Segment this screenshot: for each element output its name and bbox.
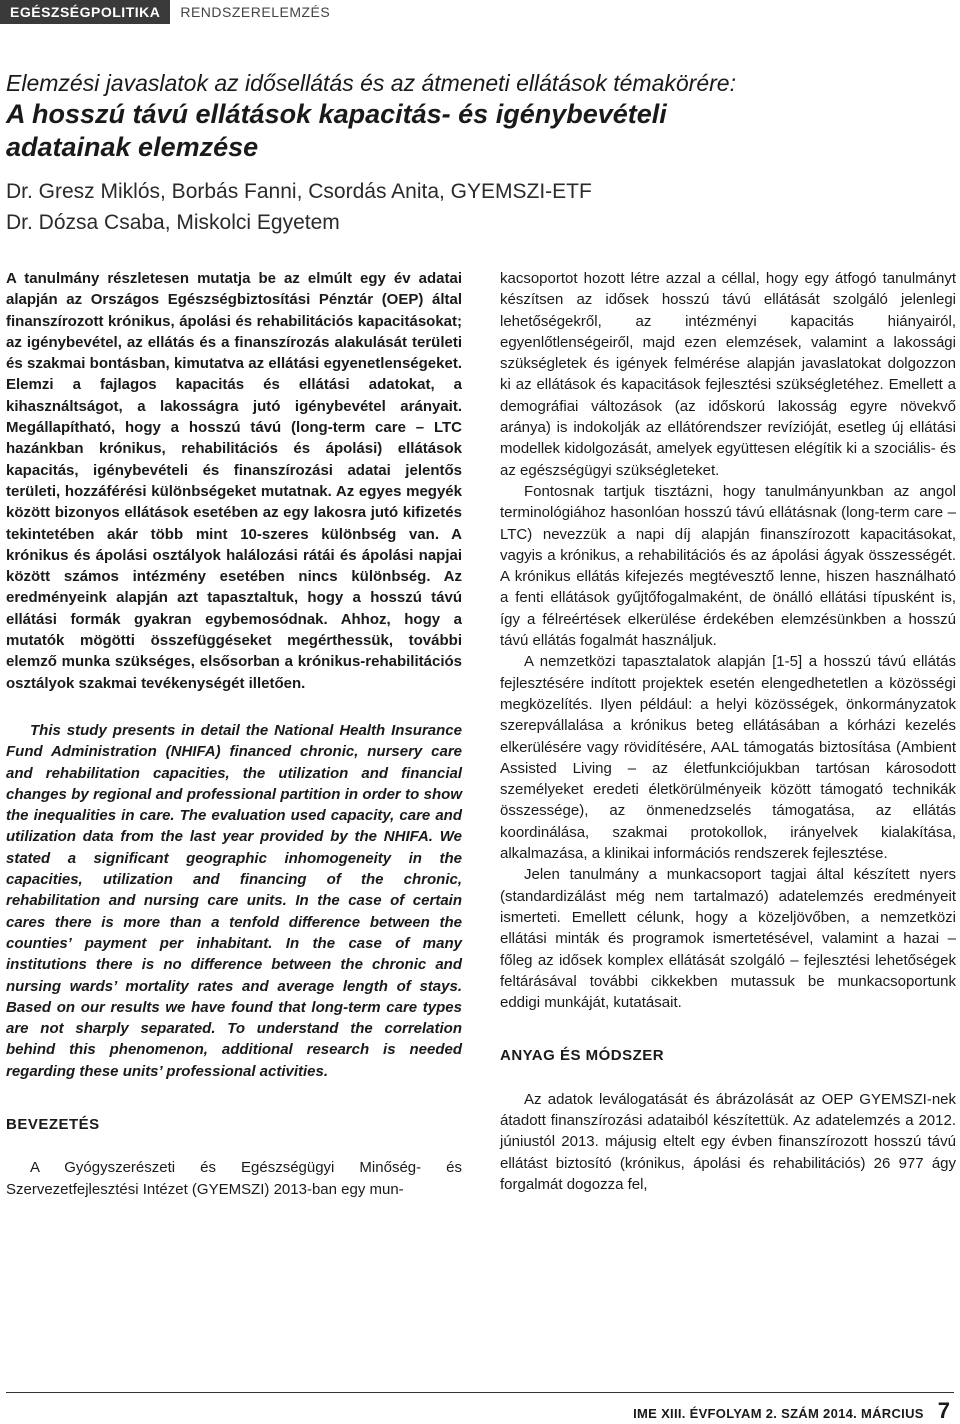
article-title-line1: A hosszú távú ellátások kapacitás- és igénybevételi (6, 99, 667, 129)
page-footer (633, 1398, 950, 1424)
intro-paragraph: A Gyógyszerészeti és Egészségügyi Minőség- és Szervezetfejlesztési Intézet (GYEMSZI) 2013-ban egy mun- (6, 1159, 462, 1198)
tab-egeszsegpolitika: EGÉSZSÉGPOLITIKA (0, 0, 170, 24)
article-header (6, 68, 946, 238)
section-heading-bevezetes: BEVEZETÉS (6, 1115, 100, 1133)
author-line-1: Dr. Gresz Miklós, Borbás Fanni, Csordás Anita, GYEMSZI-ETF (6, 180, 592, 203)
right-column (500, 268, 956, 1195)
left-column (6, 268, 462, 1200)
paragraph-terminology: Fontosnak tartjuk tisztázni, hogy tanulmányunkban az angol terminológiához hasonlóan hosszú távú ellátásnak (long-term care – LTC) nevezzük a napi díj alapján finanszírozott kapacitásokat, vagyis a krónikus, a rehabilitációs és az ápolási ágyak összességét. A krónikus ellátás kifejezés megtévesztő lenne, hiszen használható a fenti ellátások gyűjtőfogalmaként, de önálló ellátási típusként is, így a félreértések elkerülése érdekében elemzésünkben a hosszú távú ellátás fogalmát használjuk. (500, 482, 956, 650)
paragraph-international: A nemzetközi tapasztalatok alapján [1-5] a hosszú távú ellátás fejlesztésére indított projektek esetén elengedhetetlen a közösségi megközelítés. Ilyen például: a helyi közösségek, önkormányzatok szerepvállalása a krónikus beteg ellátásában a kórházi kezelés elkerülésére vagy rövidítésére, AAL támogatás biztosítása (Ambient Assisted Living – az életfunkciójukban tartósan károsodott személyeket eredeti életkörülményeik között támogató technikák összessége), az önmenedzselés támogatása, az ellátás koordinálása, szakmai protokollok, irányelvek kialakítása, alkalmazása, a klinikai információs rendszerek fejlesztése. (500, 653, 956, 863)
intro-paragraph-continued: kacsoportot hozott létre azzal a céllal, hogy egy átfogó tanulmányt készítsen az idősek hosszú távú ellátását szolgáló jelenlegi lehetőségekről, az intézményi kapacitás hiányairól, egyenlőtlenségeiről, majd ezen elemzések, valamint a lakossági szükségletek és igények felmérése alapján javaslatokat dolgozzon ki az ellátások és kapacitások fejlesztési szükségletéhez. Emellett a demográfiai változások (az időskorú lakosság egyre növekvő aránya) is indokolják az ellátórendszer revízióját, esetleg új ellátási modellek kidolgozását, amelyek együttesen elégítik ki a szociális- és az egészségügyi szükségleteket. (500, 270, 956, 479)
article-subtitle: Elemzési javaslatok az idősellátás és az átmeneti ellátások témakörére: (6, 70, 736, 96)
abstract-hungarian: A tanulmány részletesen mutatja be az elmúlt egy év adatai alapján az Országos Egészségbiztosítási Pénztár (OEP) által finanszírozott krónikus, ápolási és rehabilitációs kapacitásokat; az igénybevétel, az ellátás és a finanszírozás alakulását területi és szakmai bontásban, kimutatva az ellátási egyenetlenségeket. Elemzi a fajlagos kapacitás és ellátási adatokat, a kihasználtságot, a lakosságra jutó igénybevétel arányait. Megállapítható, hogy a hosszú távú (long-term care – LTC hazánkban krónikus, rehabilitációs és ápolási) ellátások kapacitás, igénybevételi és finanszírozási adatai jelentős területi, hozzáférési különbségeket mutatnak. Az egyes megyék között bizonyos ellátások esetében az egy lakosra jutó kifizetés tekintetében akár több mint 10-szeres különbség van. A krónikus és ápolási osztályok halálozási rátái és ápolási napjai között számos intézmény esetében nincs különbség. Az eredményeink alapján azt tapasztaltuk, hogy a hosszú távú ellátási formák gyakran egybemosódnak. Ahhoz, hogy a mutatók mögötti összefüggéseket megérthessük, további elemző munka szükséges, elsősorban a krónikus-rehabilitációs osztályok szakmai tevékenységét illetően. (6, 270, 462, 692)
author-list (6, 176, 946, 238)
footer-divider (6, 1392, 954, 1393)
paragraph-study-scope: Jelen tanulmány a munkacsoport tagjai által készített nyers (standardizálást még nem tartalmazó) adatelemzés eredményeit ismerteti. Emellett célunk, hogy a közeljövőben, a nemzetközi ellátási minták és programok ismertetésével, valamint a hazai – főleg az idősek komplex ellátását szolgáló – fejlesztési lehetőségek feltárásával további cikkekben mutassuk be munkacsoportunk eddigi munkáját, kutatásait. (500, 866, 956, 1012)
section-tabs (0, 0, 340, 24)
page-number: 7 (937, 1398, 950, 1423)
paragraph-methods: Az adatok leválogatását és ábrázolását az OEP GYEMSZI-nek átadott finanszírozási adataiból készítettük. Az adatelemzés a 2012. júniustól 2013. májusig eltelt egy évben finanszírozott hosszú távú ellátást biztosító (krónikus, ápolási és rehabilitációs) 26 977 ágy forgalmát dogozza fel, (500, 1090, 956, 1193)
author-line-2: Dr. Dózsa Csaba, Miskolci Egyetem (6, 211, 340, 234)
section-heading-anyag-es-modszer: ANYAG ÉS MÓDSZER (500, 1047, 665, 1065)
article-title-line2: adatainak elemzése (6, 132, 259, 162)
journal-issue: IME XIII. ÉVFOLYAM 2. SZÁM 2014. MÁRCIUS (633, 1406, 924, 1421)
tab-rendszerelemzes: RENDSZERELEMZÉS (180, 4, 331, 20)
abstract-english: This study presents in detail the National Health Insurance Fund Administration (NHIFA) financed chronic, nursery care and rehabilitation capacities, the utilization and financial changes by regional and professional partition in order to show the inequalities in care. The evaluation used capacity, care and utilization data from the last year provided by the NHIFA. We stated a significant geographic inhomogeneity in the capacities, utilization and financing of the chronic, rehabilitation and nursing care units. In the case of certain cares there is more than a tenfold difference between the counties’ payment per inhabitant. In the case of many institutions there is no difference between the chronic and nursing wards’ mortality rates and average length of stays. Based on our results we have found that long-term care types are not sharply separated. To understand the correlation behind this phenomenon, additional research is needed regarding these units’ professional activities. (6, 721, 462, 1080)
